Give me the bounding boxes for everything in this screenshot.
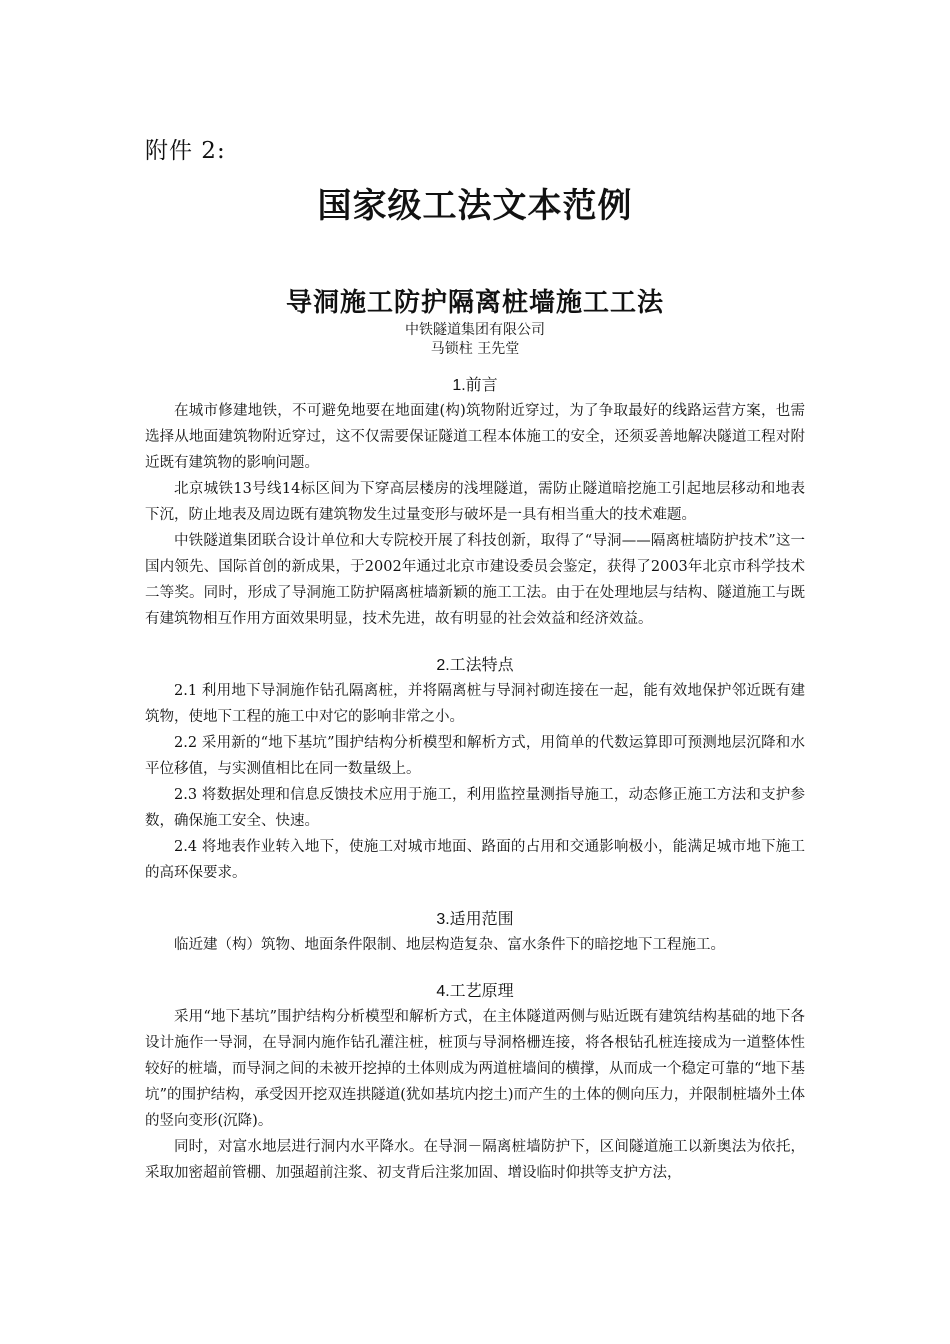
author-names: 马锁柱 王先堂 (430, 341, 520, 357)
paragraph: 在城市修建地铁，不可避免地要在地面建(构)筑物附近穿过，为了争取最好的线路运营方案，也需选择从地面建筑物附近穿过，这不仅需要保证隧道工程本体施工的安全，还须妥善地解决隧道工程对附近既有建筑物的影响问题。 (145, 403, 805, 471)
paragraph: 2.3 将数据处理和信息反馈技术应用于施工，利用监控量测指导施工，动态修正施工方法和支护参数，确保施工安全、快速。 (145, 787, 805, 829)
section-features (145, 654, 805, 886)
document-title: 国家级工法文本范例 (317, 186, 633, 226)
paragraph: 2.4 将地表作业转入地下，使施工对城市地面、路面的占用和交通影响极小，能满足城市地下施工的高环保要求。 (145, 839, 805, 881)
paragraph: 北京城铁13号线14标区间为下穿高层楼房的浅埋隧道，需防止隧道暗挖施工引起地层移动和地表下沉，防止地表及周边既有建筑物发生过量变形与破坏是一具有相当重大的技术难题。 (145, 481, 805, 523)
paragraph: 采用“地下基坑”围护结构分析模型和解析方式，在主体隧道两侧与贴近既有建筑结构基础的地下各设计施作一导洞，在导洞内施作钻孔灌注桩，桩顶与导洞格栅连接，将各根钻孔桩连接成为一道整体性较好的桩墙，而导洞之间的未被开挖掉的土体则成为两道桩墙间的横撑，从而成一个稳定可靠的“地下基坑”的围护结构，承受因开挖双连拱隧道(犹如基坑内挖土)而产生的土体的侧向压力，并限制桩墙外土体的竖向变形(沉降)。 (145, 1009, 805, 1129)
section-preface (145, 374, 805, 632)
paragraph: 中铁隧道集团联合设计单位和大专院校开展了科技创新，取得了“导洞——隔离桩墙防护技术”这一国内领先、国际首创的新成果，于2002年通过北京市建设委员会鉴定，获得了2003年北京市科学技术二等奖。同时，形成了导洞施工防护隔离桩墙新颖的施工工法。由于在处理地层与结构、隧道施工与既有建筑物相互作用方面效果明显，技术先进，故有明显的社会效益和经济效益。 (145, 533, 805, 627)
section-principle (145, 980, 805, 1186)
paragraph: 2.2 采用新的“地下基坑”围护结构分析模型和解析方式，用简单的代数运算即可预测地层沉降和水平位移值，与实测值相比在同一数量级上。 (145, 735, 805, 777)
company-name: 中铁隧道集团有限公司 (405, 322, 545, 338)
section-heading: 1.前言 (452, 377, 498, 394)
section-heading: 3.适用范围 (436, 911, 514, 928)
paragraph: 临近建（构）筑物、地面条件限制、地层构造复杂、富水条件下的暗挖地下工程施工。 (174, 937, 725, 953)
attachment-label: 附件 2: (145, 138, 226, 164)
section-heading: 2.工法特点 (436, 657, 514, 674)
document-body (145, 374, 805, 1186)
section-heading: 4.工艺原理 (436, 983, 514, 1000)
section-scope (145, 908, 805, 958)
method-title: 导洞施工防护隔离桩墙施工工法 (285, 288, 664, 318)
paragraph: 同时，对富水地层进行洞内水平降水。在导洞－隔离桩墙防护下，区间隧道施工以新奥法为依托，采取加密超前管棚、加强超前注浆、初支背后注浆加固、增设临时仰拱等支护方法， (145, 1139, 805, 1181)
paragraph: 2.1 利用地下导洞施作钻孔隔离桩，并将隔离桩与导洞衬砌连接在一起，能有效地保护邻近既有建筑物，使地下工程的施工中对它的影响非常之小。 (145, 683, 805, 725)
